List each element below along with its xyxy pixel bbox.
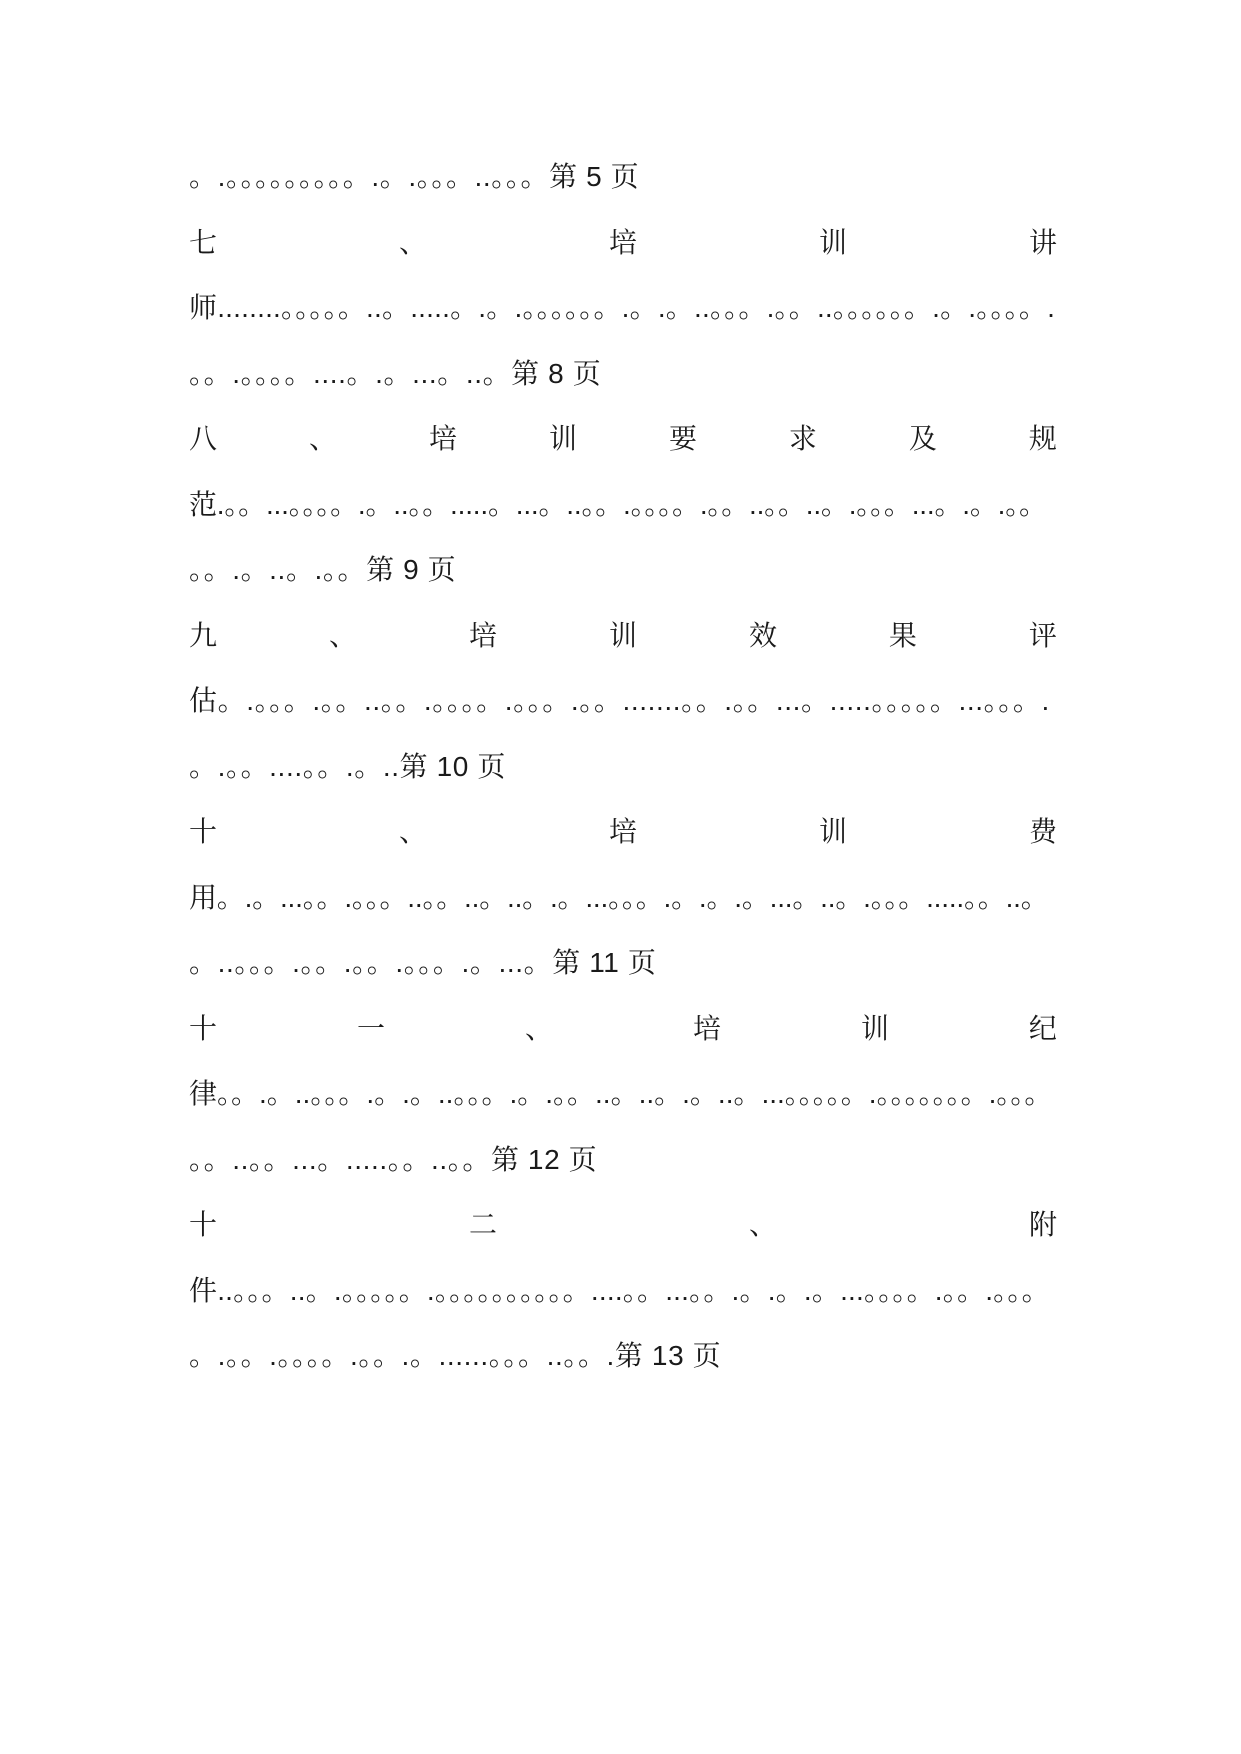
toc-text: 师........。。。。。..。.....。.。.。。。。。。.。.。..。。。.。。..。。。。。。.。.。。。。. (189, 292, 1056, 323)
toc-heading-char: 评 (1028, 619, 1057, 651)
toc-line (189, 881, 1057, 947)
toc-heading-char: 、 (398, 816, 427, 847)
toc-text: 件..。。。..。.。。。。。.。。。。。。。。。。....。。...。。.。.。.。...。。。。.。。.。。。 (189, 1274, 1050, 1306)
toc-line (189, 1143, 1057, 1209)
toc-text: 。。..。。...。.....。。..。。第 12 页 (189, 1143, 598, 1175)
toc-heading-char: 及 (908, 423, 937, 454)
toc-text: 律。。.。..。。。.。.。..。。。.。.。。..。..。.。..。...。。。。。.。。。。。。。.。。。 (189, 1078, 1053, 1109)
toc-heading-char: 培 (608, 226, 637, 258)
toc-line (189, 160, 1057, 226)
toc-heading-char: 费 (1028, 816, 1057, 847)
toc-text: 。..。。。.。。.。。.。。。.。...。第 11 页 (189, 947, 657, 978)
toc-text: 。.。。.。。。。.。。.。......。。。..。。.第 13 页 (189, 1340, 722, 1371)
toc-heading-char: 效 (748, 619, 777, 651)
toc-heading-char: 规 (1028, 423, 1057, 454)
toc-heading-char: 训 (860, 1012, 889, 1044)
toc-heading-char: 十 (189, 1012, 218, 1044)
toc-heading-char: 训 (818, 226, 847, 258)
toc-line (189, 684, 1057, 750)
toc-heading-nine (189, 619, 1057, 685)
toc-text: 范.。。...。。。。.。..。。.....。...。..。。.。。。。.。。..。。..。.。。。...。.。.。。 (189, 488, 1047, 520)
toc-heading-char: 、 (748, 1209, 777, 1240)
toc-text: 。。.。。。。....。.。...。..。第 8 页 (189, 357, 602, 389)
toc-heading-char: 培 (428, 423, 457, 454)
toc-heading-eight (189, 422, 1057, 488)
toc-line (189, 357, 1057, 423)
toc-text: 。.。。。。。。。。。.。.。。。..。。。第 5 页 (189, 161, 640, 192)
toc-heading-char: 求 (788, 423, 817, 454)
toc-heading-char: 、 (398, 226, 427, 258)
toc-text: 估。.。。。.。。..。。.。。。。.。。。.。。.......。。.。。...。.....。。。。。...。。。. (189, 685, 1050, 716)
toc-heading-char: 七 (189, 226, 218, 258)
toc-heading-char: 、 (524, 1012, 553, 1044)
toc-heading-char: 训 (818, 816, 847, 847)
toc-heading-char: 八 (189, 423, 218, 454)
toc-heading-twelve (189, 1208, 1057, 1274)
toc-heading-char: 、 (308, 423, 337, 454)
toc-heading-char: 十 (189, 816, 218, 847)
toc-line (189, 1274, 1057, 1340)
toc-heading-eleven (189, 1012, 1057, 1078)
toc-heading-char: 纪 (1028, 1012, 1057, 1044)
table-of-contents (189, 160, 1057, 1405)
toc-line (189, 1077, 1057, 1143)
toc-heading-char: 九 (189, 619, 218, 651)
toc-line (189, 553, 1057, 619)
toc-heading-char: 培 (468, 619, 497, 651)
toc-heading-char: 讲 (1028, 226, 1057, 258)
toc-line (189, 1339, 1057, 1405)
toc-heading-char: 训 (608, 619, 637, 651)
toc-heading-char: 培 (692, 1012, 721, 1044)
toc-heading-char: 果 (888, 619, 917, 651)
toc-heading-char: 十 (189, 1209, 218, 1240)
toc-text: 。.。。....。。.。..第 10 页 (189, 750, 506, 782)
toc-line (189, 291, 1057, 357)
toc-heading-char: 一 (356, 1012, 385, 1044)
toc-heading-ten (189, 815, 1057, 881)
toc-line (189, 946, 1057, 1012)
toc-text: 。。.。..。.。。第 9 页 (189, 554, 457, 585)
toc-heading-char: 、 (328, 619, 357, 651)
toc-line (189, 750, 1057, 816)
toc-heading-char: 要 (668, 423, 697, 454)
toc-heading-char: 训 (548, 423, 577, 454)
toc-heading-char: 培 (608, 816, 637, 847)
toc-heading-char: 附 (1028, 1209, 1057, 1240)
toc-line (189, 488, 1057, 554)
toc-heading-seven (189, 226, 1057, 292)
toc-text: 用。.。...。。.。。。..。。..。..。.。...。。。.。.。.。...。..。.。。。.....。。..。 (189, 881, 1049, 913)
toc-heading-char: 二 (468, 1209, 497, 1240)
